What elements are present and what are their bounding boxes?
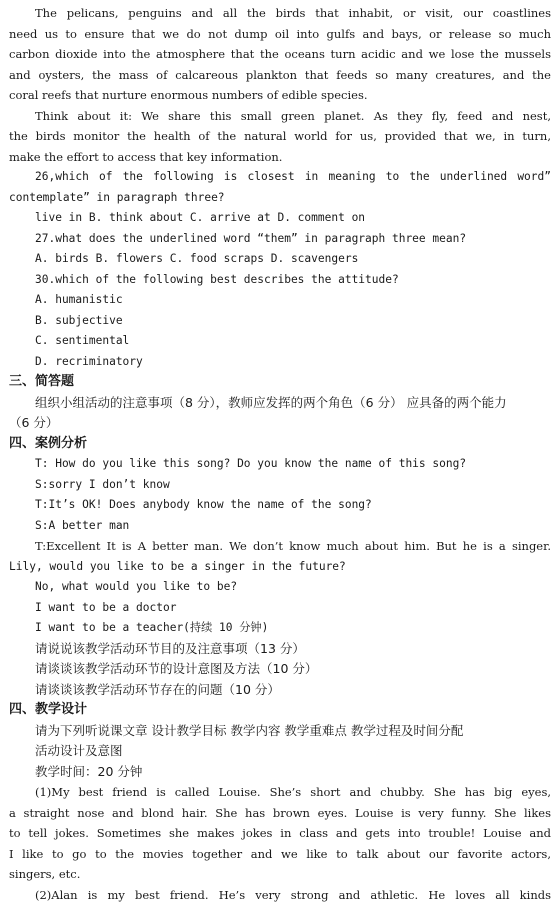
option-item: B. subjective [9, 311, 551, 332]
dialogue-line: No, what would you like to be? [9, 577, 551, 598]
dialogue-line: Lily, would you like to be a singer in the future? [9, 557, 551, 578]
passage-line: coral reefs that nurture enormous numbers of edible species. [9, 85, 551, 106]
passage-line: need us to ensure that we do not dump oil into gulfs and bays, or release so much [9, 24, 551, 45]
question-26-options: live in B. think about C. arrive at D. comment on [9, 208, 551, 229]
reading-line: (2)Alan is my best friend. He’s very strong and athletic. He loves all kinds [9, 885, 551, 905]
passage-line: make the effort to access that key information. [9, 147, 551, 168]
question-26: 26,which of the following is closest in meaning to the underlined word” [9, 167, 551, 188]
option-item: C. sentimental [9, 331, 551, 352]
option-item: A. humanistic [9, 290, 551, 311]
reading-line: I like to go to the movies together and we like to talk about our favorite actors, [9, 844, 551, 865]
question-26-cont: contemplate” in paragraph three? [9, 188, 551, 209]
reading-line: singers, etc. [9, 864, 551, 885]
passage-line: the birds monitor the health of the natural world for us, provided that we, in turn, [9, 126, 551, 147]
passage-line: The pelicans, penguins and all the birds that inhabit, or visit, our coastlines [9, 3, 551, 24]
dialogue-line: T:Excellent It is A better man. We don’t know much about him. But he is a singer. [9, 536, 551, 557]
section-heading: 四、案例分析 [9, 434, 551, 455]
reading-line: to tell jokes. Sometimes she makes jokes in class and gets into trouble! Louise and [9, 823, 551, 844]
dialogue-line: S:A better man [9, 516, 551, 537]
dialogue-line: I want to be a doctor [9, 598, 551, 619]
section-text: 活动设计及意图 [9, 741, 551, 762]
reading-line: (1)My best friend is called Louise. She’s short and chubby. She has big eyes, [9, 782, 551, 803]
dialogue-line: I want to be a teacher(持续 10 分钟) [9, 618, 551, 639]
document-page [9, 3, 551, 905]
section-heading: 三、简答题 [9, 372, 551, 393]
question-30: 30.which of the following best describes the attitude? [9, 270, 551, 291]
dialogue-line: T:It’s OK! Does anybody know the name of the song? [9, 495, 551, 516]
section-heading: 四、教学设计 [9, 700, 551, 721]
question-27-options: A. birds B. flowers C. food scraps D. scavengers [9, 249, 551, 270]
section-text: 教学时间：20 分钟 [9, 762, 551, 783]
task-line: 请说说该教学活动环节目的及注意事项（13 分） [9, 639, 551, 660]
question-27: 27.what does the underlined word “them” in paragraph three mean? [9, 229, 551, 250]
section-text: 请为下列听说课文章 设计教学目标 教学内容 教学重难点 教学过程及时间分配 [9, 721, 551, 742]
section-text: （6 分） [9, 413, 551, 434]
passage-line: carbon dioxide into the atmosphere that the oceans turn acidic and we lose the mussels [9, 44, 551, 65]
reading-line: a straight nose and blond hair. She has brown eyes. Louise is very funny. She likes [9, 803, 551, 824]
passage-line: and oysters, the mass of calcareous plankton that feeds so many creatures, and the [9, 65, 551, 86]
task-line: 请谈谈该教学活动环节的设计意图及方法（10 分） [9, 659, 551, 680]
section-text: 组织小组活动的注意事项（8 分），教师应发挥的两个角色（6 分） 应具备的两个能力 [9, 393, 551, 414]
option-item: D. recriminatory [9, 352, 551, 373]
passage-line: Think about it: We share this small green planet. As they fly, feed and nest, [9, 106, 551, 127]
task-line: 请谈谈该教学活动环节存在的问题（10 分） [9, 680, 551, 701]
dialogue-line: T: How do you like this song? Do you know the name of this song? [9, 454, 551, 475]
dialogue-line: S:sorry I don’t know [9, 475, 551, 496]
